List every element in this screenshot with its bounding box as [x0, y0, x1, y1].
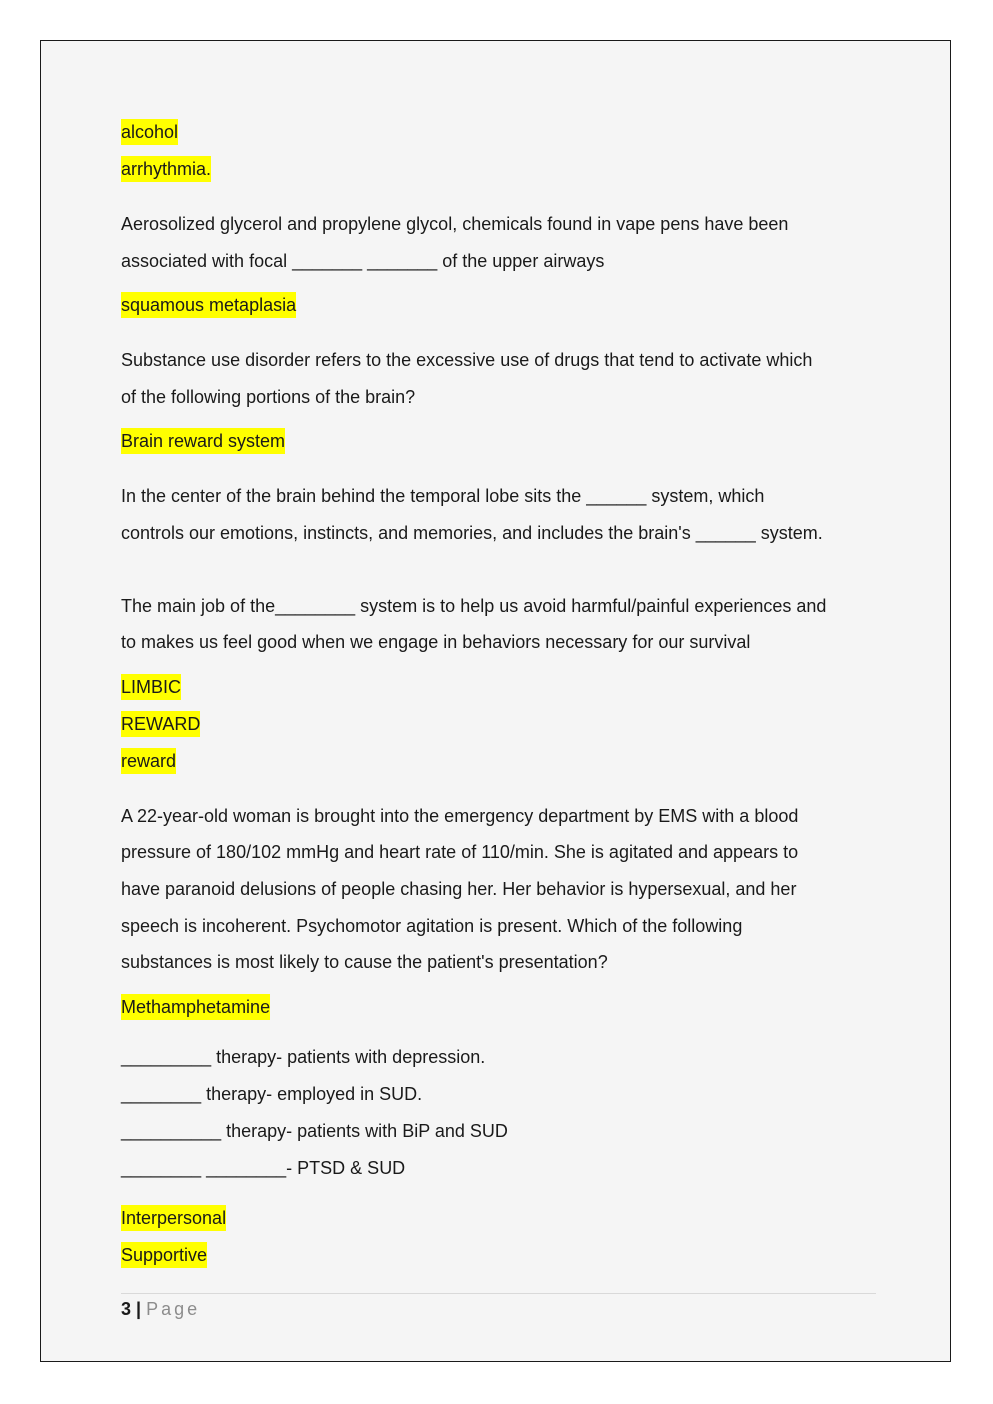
page-content: [121, 119, 881, 1279]
question-therapy: [121, 1044, 881, 1192]
answer-line: [121, 711, 881, 748]
question-line: substances is most likely to cause the patient's presentation?: [121, 952, 608, 973]
question-line: have paranoid delusions of people chasing her. Her behavior is hypersexual, and her: [121, 878, 797, 899]
answer-line: [121, 994, 881, 1031]
highlighted-answer: Brain reward system: [121, 428, 285, 454]
question-line: associated with focal _______ _______ of the upper airways: [121, 250, 605, 271]
question-line: Substance use disorder refers to the excessive use of drugs that tend to activate which: [121, 350, 813, 371]
page-label: Page: [146, 1299, 201, 1319]
page-footer: [121, 1297, 200, 1321]
footer-divider: [121, 1293, 876, 1294]
highlighted-answer: Methamphetamine: [121, 994, 270, 1020]
question-line: The main job of the________ system is to help us avoid harmful/painful experiences and: [121, 595, 827, 616]
highlighted-answer: Interpersonal: [121, 1205, 226, 1231]
question-vape: [121, 206, 881, 279]
question-reward: [121, 588, 881, 661]
question-line: to makes us feel good when we engage in behaviors necessary for our survival: [121, 632, 751, 653]
question-line: In the center of the brain behind the temporal lobe sits the ______ system, which: [121, 486, 765, 507]
answer-line: [121, 292, 881, 329]
question-line: ________ therapy- employed in SUD.: [121, 1083, 423, 1104]
question-case: [121, 798, 881, 981]
question-line: A 22-year-old woman is brought into the emergency department by EMS with a blood: [121, 805, 799, 826]
answer-line: [121, 428, 881, 465]
answer-line: [121, 156, 881, 193]
answer-line: [121, 119, 881, 156]
highlighted-answer: alcohol: [121, 119, 178, 145]
question-line: pressure of 180/102 mmHg and heart rate of 110/min. She is agitated and appears to: [121, 842, 799, 863]
question-line: _________ therapy- patients with depression.: [121, 1046, 486, 1067]
answer-line: [121, 674, 881, 711]
answer-line: [121, 1242, 881, 1279]
highlighted-answer: arrhythmia.: [121, 156, 211, 182]
question-limbic: [121, 478, 881, 551]
highlighted-answer: reward: [121, 748, 176, 774]
answer-line: [121, 748, 881, 785]
question-line: controls our emotions, instincts, and memories, and includes the brain's ______ system.: [121, 522, 823, 543]
page-number: 3: [121, 1299, 132, 1319]
highlighted-answer: squamous metaplasia: [121, 292, 296, 318]
document-page: [40, 40, 951, 1362]
highlighted-answer: REWARD: [121, 711, 200, 737]
question-line: of the following portions of the brain?: [121, 386, 416, 407]
highlighted-answer: LIMBIC: [121, 674, 181, 700]
answer-line: [121, 1205, 881, 1242]
highlighted-answer: Supportive: [121, 1242, 207, 1268]
question-line: __________ therapy- patients with BiP and SUD: [121, 1120, 508, 1141]
question-line: speech is incoherent. Psychomotor agitation is present. Which of the following: [121, 915, 743, 936]
question-line: Aerosolized glycerol and propylene glycol, chemicals found in vape pens have been: [121, 214, 789, 234]
footer-separator: |: [136, 1299, 142, 1319]
question-sud: [121, 342, 881, 415]
question-line: ________ ________- PTSD & SUD: [121, 1157, 406, 1178]
